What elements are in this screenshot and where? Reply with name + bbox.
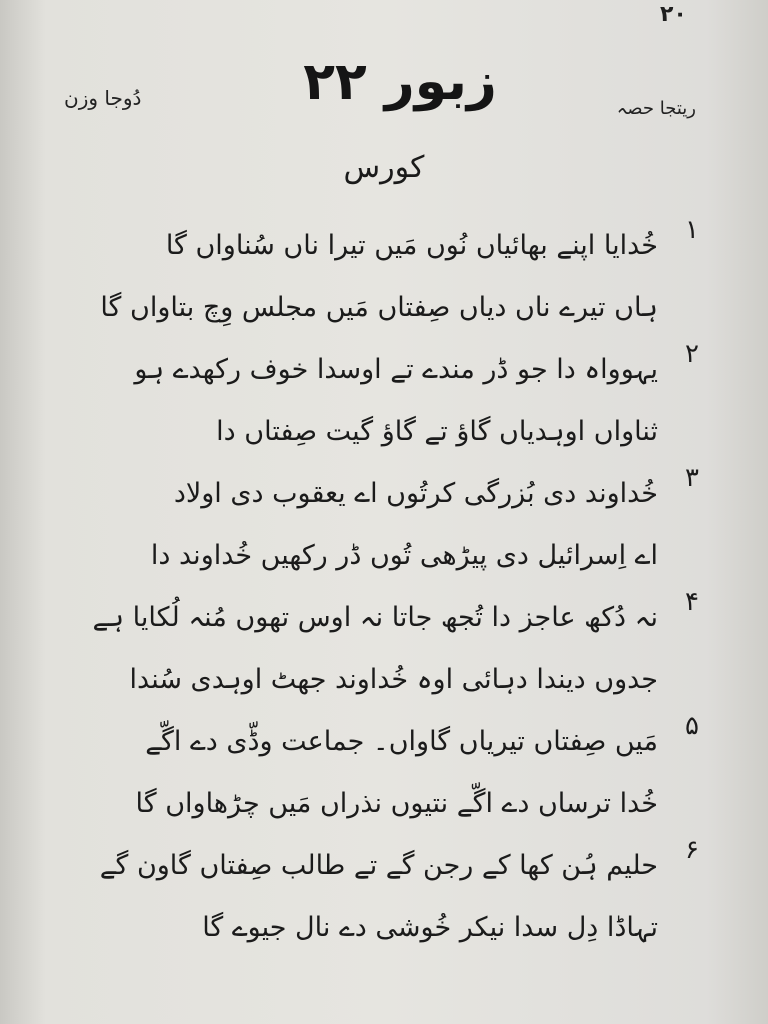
verse-line: جدوں دیندا دہائی اوہ خُداوند جھٹ اوہدی سُندا bbox=[129, 664, 658, 695]
verse-4 bbox=[40, 587, 720, 711]
verse-line: خُدا ترساں دے اگّے نتیوں نذراں مَیں چڑھاواں گا bbox=[135, 788, 658, 819]
verse-5 bbox=[40, 711, 720, 835]
verse-line: تہاڈا دِل سدا نیکر خُوشی دے نال جیوے گا bbox=[202, 912, 658, 943]
verse-number: ۲ bbox=[685, 339, 699, 369]
tune-label: دُوجا وزن bbox=[64, 86, 142, 110]
verse-line: خُدایا اپنے بھائیاں نُوں مَیں تیرا ناں سُناواں گا bbox=[165, 230, 658, 261]
part-label: ریتجا حصہ bbox=[616, 98, 696, 119]
verse-number: ۴ bbox=[685, 587, 699, 617]
verse-3 bbox=[40, 463, 720, 587]
verse-number: ۳ bbox=[685, 463, 699, 493]
verse-6 bbox=[40, 835, 720, 959]
verse-number: ۵ bbox=[685, 711, 699, 741]
verse-line: یہوواہ دا جو ڈر مندے تے اوسدا خوف رکھدے ہو bbox=[134, 354, 658, 385]
verse-line: اے اِسرائیل دی پیڑھی تُوں ڈر رکھیں خُداوند دا bbox=[150, 540, 658, 571]
verse-line: خُداوند دی بُزرگی کرتُوں اے یعقوب دی اولاد bbox=[173, 478, 658, 509]
verse-1 bbox=[40, 215, 720, 339]
psalm-title: زبور ۲۲ bbox=[303, 52, 497, 112]
chorus-heading: کورس bbox=[343, 150, 425, 185]
psalm-header bbox=[60, 48, 700, 138]
verse-line: حلیم ہُن کھا کے رجن گے تے طالب صِفتاں گاون گے bbox=[99, 850, 658, 881]
verse-2 bbox=[40, 339, 720, 463]
verse-line: ثناواں اوہدیاں گاؤ تے گاؤ گیت صِفتاں دا bbox=[216, 416, 658, 447]
verse-number: ۱ bbox=[685, 215, 699, 245]
verse-list bbox=[40, 215, 720, 959]
verse-line: مَیں صِفتاں تیریاں گاواں۔ جماعت وڈّی دے اگّے bbox=[145, 726, 658, 757]
verse-line: نہ دُکھ عاجز دا تُجھ جاتا نہ اوس تھوں مُنہ لُکایا ہے bbox=[92, 602, 658, 633]
verse-number: ۶ bbox=[685, 835, 699, 865]
page-number: ۲۰ bbox=[660, 2, 687, 27]
verse-line: ہاں تیرے ناں دیاں صِفتاں مَیں مجلس وِچ بتاواں گا bbox=[100, 292, 658, 323]
